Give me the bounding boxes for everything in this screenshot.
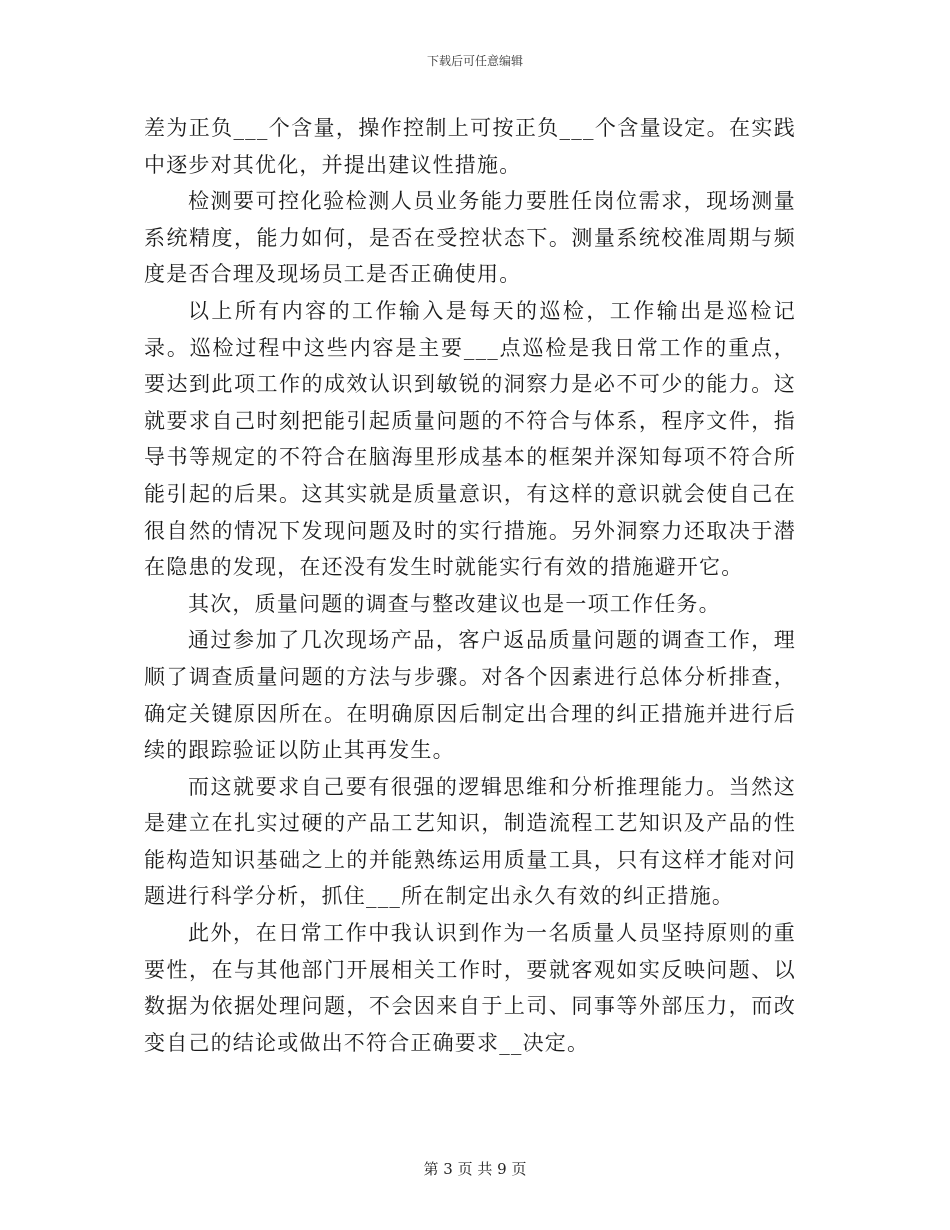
paragraph-3: 以上所有内容的工作输入是每天的巡检，工作输出是巡检记录。巡检过程中这些内容是主要___点巡检是我日常工作的重点，要达到此项工作的成效认识到敏锐的洞察力是必不可少的能力。这就要求自己时刻把能引起质量问题的不符合与体系，程序文件，指导书等规定的不符合在脑海里形成基本的框架并深知每项不符合所能引起的后果。这其实就是质量意识，有这样的意识就会使自己在很自然的情况下发现问题及时的实行措施。另外洞察力还取决于潜在隐患的发现，在还没有发生时就能实行有效的措施避开它。 — [144, 298, 796, 580]
paragraph-2: 检测要可控化验检测人员业务能力要胜任岗位需求，现场测量系统精度，能力如何，是否在受控状态下。测量系统校准周期与频度是否合理及现场员工是否正确使用。 — [144, 189, 796, 287]
document-body — [144, 110, 796, 1061]
paragraph-5: 通过参加了几次现场产品，客户返品质量问题的调查工作，理顺了调查质量问题的方法与步骤。对各个因素进行总体分析排查，确定关键原因所在。在明确原因后制定出合理的纠正措施并进行后续的跟踪验证以防止其再发生。 — [144, 628, 796, 763]
paragraph-7: 此外，在日常工作中我认识到作为一名质量人员坚持原则的重要性，在与其他部门开展相关工作时，要就客观如实反映问题、以数据为依据处理问题，不会因来自于上司、同事等外部压力，而改变自己的结论或做出不符合正确要求__决定。 — [144, 921, 796, 1055]
header-note: 下载后可任意编辑 — [426, 54, 523, 68]
paragraph-4: 其次，质量问题的调查与整改建议也是一项工作任务。 — [188, 591, 721, 616]
paragraph-6: 而这就要求自己要有很强的逻辑思维和分析推理能力。当然这是建立在扎实过硬的产品工艺知识，制造流程工艺知识及产品的性能构造知识基础之上的并能熟练运用质量工具，只有这样才能对问题进行科学分析，抓住___所在制定出永久有效的纠正措施。 — [144, 774, 796, 909]
page-number: 第 3 页 共 9 页 — [423, 1160, 527, 1178]
paragraph-1: 差为正负___个含量，操作控制上可按正负___个含量设定。在实践中逐步对其优化，并提出建议性措施。 — [144, 116, 796, 177]
